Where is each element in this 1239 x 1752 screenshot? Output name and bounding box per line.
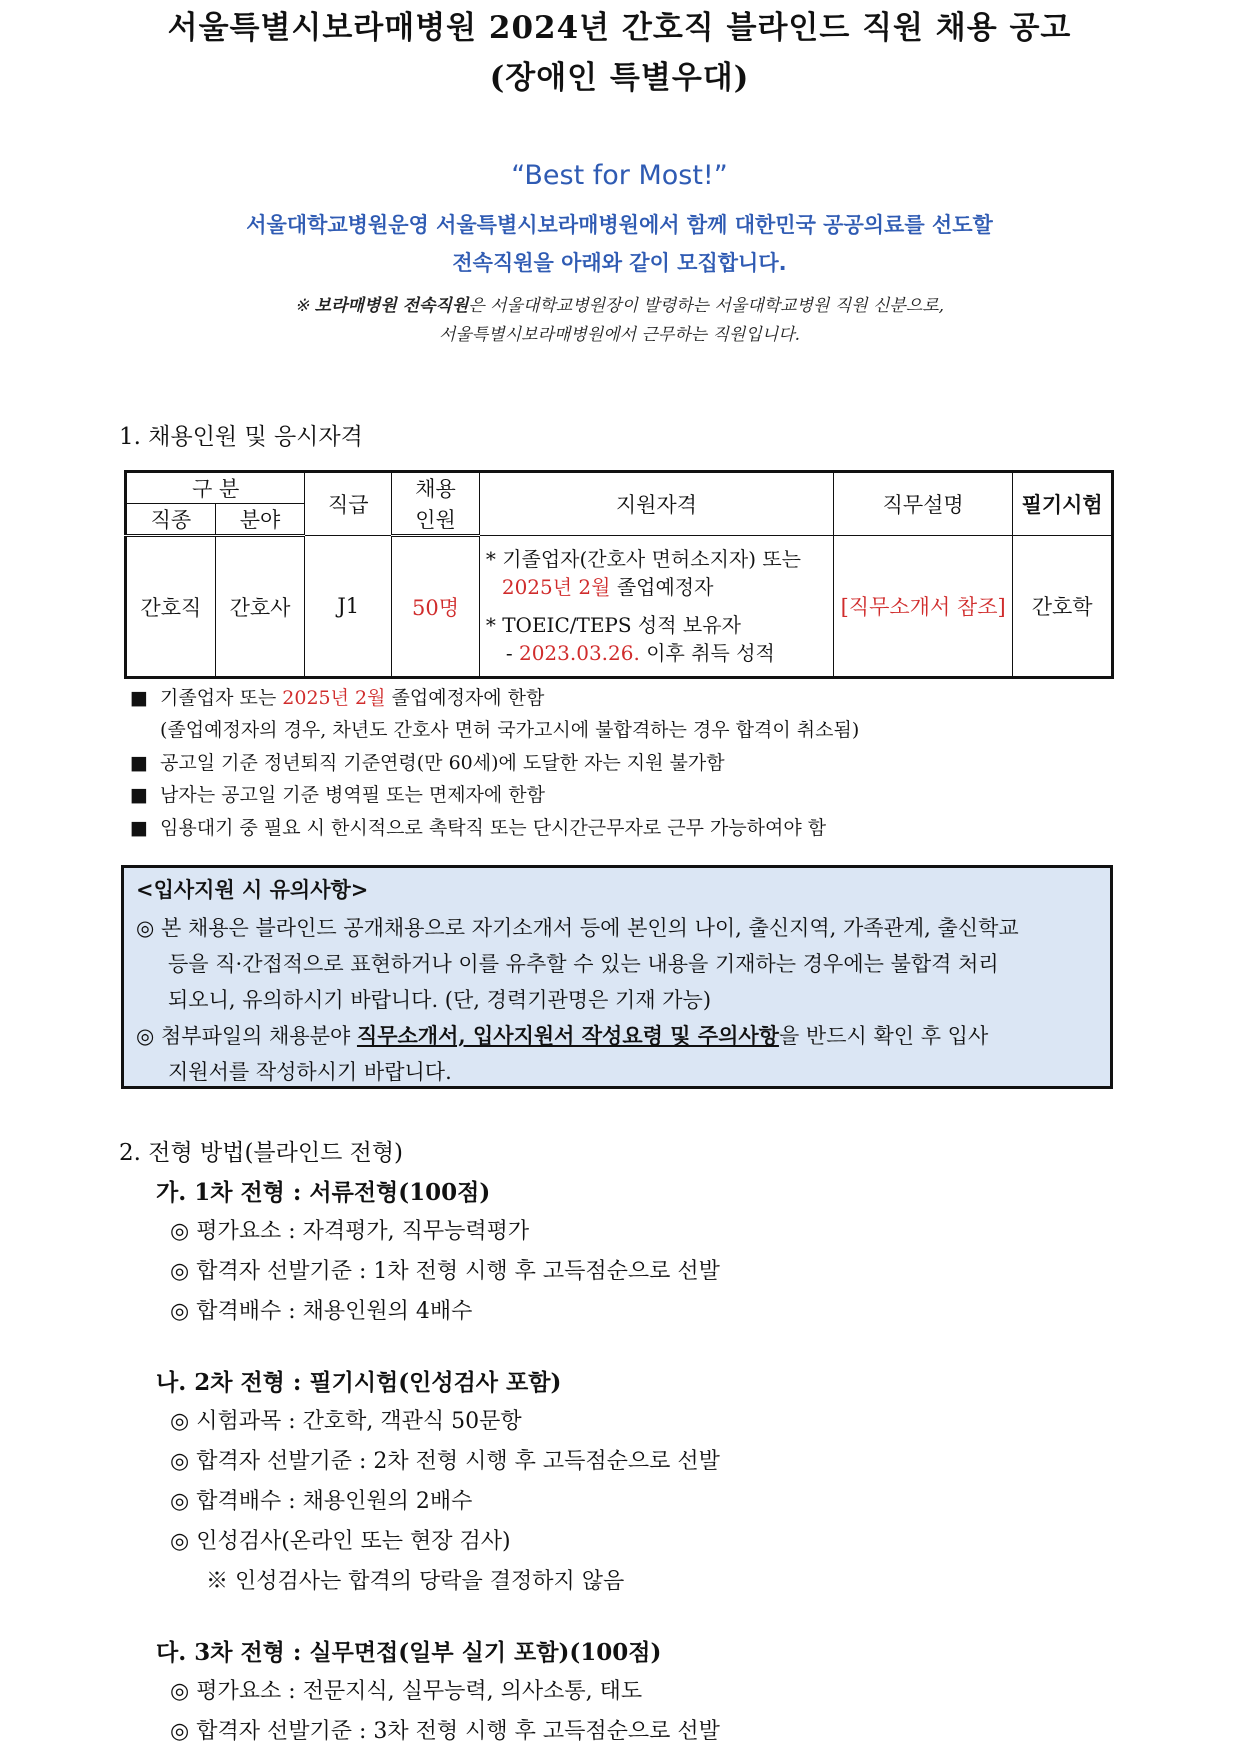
list-item-text: 합격배수 : 채용인원의 4배수 bbox=[196, 1299, 473, 1324]
qual-bullet-1: * bbox=[485, 547, 496, 571]
slogan: “Best for Most!” bbox=[511, 160, 728, 191]
qual2-b-rest: 이후 취득 성적 bbox=[639, 641, 775, 665]
notice-p2-l1 bbox=[136, 1018, 1101, 1054]
cell-job-type: 간호직 bbox=[126, 536, 216, 678]
cell-job-desc: [직무소개서 참조] bbox=[833, 536, 1012, 678]
notice-p1-l1 bbox=[136, 910, 1101, 946]
requirements-table bbox=[124, 470, 1114, 679]
header-field: 분야 bbox=[215, 504, 305, 536]
bullet-1 bbox=[130, 683, 544, 710]
list-item-text: 평가요소 : 전문지식, 실무능력, 의사소통, 태도 bbox=[196, 1679, 643, 1704]
list-item-text: ◎ bbox=[170, 1449, 190, 1474]
bullet-2-text: 공고일 기준 정년퇴직 기준연령(만 60세)에 도달한 자는 지원 불가함 bbox=[160, 752, 725, 774]
header-grade: 직급 bbox=[305, 472, 392, 536]
header-job-type: 직종 bbox=[126, 504, 216, 536]
stage-2-item-3 bbox=[170, 1484, 472, 1515]
stage-2-title: 나. 2차 전형 : 필기시험(인성검사 포함) bbox=[156, 1369, 562, 1396]
notice-box bbox=[121, 865, 1113, 1089]
notice-title: <입사지원 시 유의사항> bbox=[136, 877, 369, 902]
qual2-b-red: 2023.03.26. bbox=[518, 641, 640, 665]
bullet-marker: ■ bbox=[130, 784, 148, 806]
bullet-1-b: 졸업예정자에 한함 bbox=[385, 687, 545, 709]
cell-written-test: 간호학 bbox=[1013, 536, 1113, 678]
stage-1-title: 가. 1차 전형 : 서류전형(100점) bbox=[156, 1179, 491, 1206]
note-line-2: 서울특별시보라매병원에서 근무하는 직원입니다. bbox=[438, 325, 801, 345]
title-line-1: 서울특별시보라매병원 2024년 간호직 블라인드 직원 채용 공고 bbox=[167, 10, 1072, 46]
cell-qualification bbox=[479, 536, 833, 678]
header-written-test: 필기시험 bbox=[1013, 472, 1113, 536]
list-item-text: 평가요소 : 자격평가, 직무능력평가 bbox=[196, 1219, 530, 1244]
stage-1-item-1 bbox=[170, 1214, 529, 1245]
list-item-text: 합격자 선발기준 : 3차 전형 시행 후 고득점순으로 선발 bbox=[196, 1719, 720, 1744]
notice-marker: ◎ bbox=[136, 916, 155, 940]
header-group: 구 분 bbox=[126, 472, 305, 504]
notice-p2-underlined: 직무소개서, 입사지원서 작성요령 및 주의사항 bbox=[356, 1023, 779, 1048]
stage-2-item-1 bbox=[170, 1404, 522, 1435]
bullet-4 bbox=[130, 813, 826, 840]
cell-count: 50명 bbox=[392, 536, 480, 678]
bullet-3 bbox=[130, 780, 545, 807]
qual2-b-prefix: - bbox=[505, 641, 519, 665]
intro-line-1: 서울대학교병원운영 서울특별시보라매병원에서 함께 대한민국 공공의료를 선도할 bbox=[246, 213, 993, 237]
list-item-text: ◎ bbox=[170, 1219, 190, 1244]
notice-p2-a: 첨부파일의 채용분야 bbox=[161, 1024, 357, 1048]
list-item-text: 합격배수 : 채용인원의 2배수 bbox=[196, 1489, 473, 1514]
qual-bullet-2: * bbox=[485, 613, 496, 637]
intro-line-2: 전속직원을 아래와 같이 모집합니다. bbox=[452, 251, 787, 275]
header-job-desc: 직무설명 bbox=[833, 472, 1012, 536]
section-2-title: 2. 전형 방법(블라인드 전형) bbox=[119, 1140, 404, 1166]
bullet-marker: ■ bbox=[130, 817, 148, 839]
bullet-4-text: 임용대기 중 필요 시 한시적으로 촉탁직 또는 단시간근무자로 근무 가능하여야 함 bbox=[160, 817, 827, 839]
list-item-text: 합격자 선발기준 : 2차 전형 시행 후 고득점순으로 선발 bbox=[196, 1449, 720, 1474]
notice-marker: ◎ bbox=[136, 1024, 155, 1048]
list-item-text: ◎ bbox=[170, 1409, 190, 1434]
list-item-text: ◎ bbox=[170, 1719, 190, 1744]
bullet-1-sub: (졸업예정자의 경우, 차년도 간호사 면허 국가고시에 불합격하는 경우 합격이 취소됨) bbox=[160, 719, 860, 741]
bullet-2 bbox=[130, 748, 725, 775]
list-item-text: ◎ bbox=[170, 1259, 190, 1284]
title-line-2: (장애인 특별우대) bbox=[489, 60, 750, 96]
notice-p1-l3: 되오니, 유의하시기 바랍니다. (단, 경력기관명은 기재 가능) bbox=[168, 988, 712, 1012]
stage-2-item-4 bbox=[170, 1524, 511, 1555]
list-item-text: 시험과목 : 간호학, 객관식 50문항 bbox=[196, 1409, 522, 1434]
section-1-title: 1. 채용인원 및 응시자격 bbox=[119, 424, 363, 450]
list-item-text: ◎ bbox=[170, 1299, 190, 1324]
table-row bbox=[126, 536, 1113, 678]
bullet-marker: ■ bbox=[130, 687, 148, 709]
bullet-3-text: 남자는 공고일 기준 병역필 또는 면제자에 한함 bbox=[160, 784, 546, 806]
list-item-text: ◎ bbox=[170, 1489, 190, 1514]
notice-p2-b: 을 반드시 확인 후 입사 bbox=[778, 1024, 989, 1048]
stage-2-item-2 bbox=[170, 1444, 720, 1475]
bullet-marker: ■ bbox=[130, 752, 148, 774]
stage-1-item-3 bbox=[170, 1294, 472, 1325]
cell-field: 간호사 bbox=[215, 536, 305, 678]
stage-2-sub-note: ※ 인성검사는 합격의 당락을 결정하지 않음 bbox=[206, 1569, 625, 1594]
list-item-text: ◎ bbox=[170, 1679, 190, 1704]
qual1-b-red: 2025년 2월 bbox=[501, 575, 611, 599]
header-count-bottom: 인원 bbox=[392, 504, 480, 536]
note-bold: 보라매병원 전속직원 bbox=[314, 296, 469, 316]
note-line-1 bbox=[0, 291, 1239, 316]
header-qualification: 지원자격 bbox=[479, 472, 833, 536]
qual2-a: TOEIC/TEPS 성적 보유자 bbox=[502, 613, 741, 637]
qual1-a: 기졸업자(간호사 면허소지자) 또는 bbox=[502, 547, 802, 571]
header-count-top: 채용 bbox=[392, 472, 480, 504]
bullet-1-a: 기졸업자 또는 bbox=[160, 687, 283, 709]
stage-3-item-2 bbox=[170, 1714, 720, 1745]
qual1-b-rest: 졸업예정자 bbox=[610, 575, 714, 599]
stage-3-item-1 bbox=[170, 1674, 642, 1705]
cell-grade: J1 bbox=[305, 536, 392, 678]
stage-3-title: 다. 3차 전형 : 실무면접(일부 실기 포함)(100점) bbox=[156, 1639, 662, 1666]
notice-p1-l2: 등을 직·간접적으로 표현하거나 이를 유추할 수 있는 내용을 기재하는 경우에는 불합격 처리 bbox=[168, 952, 999, 976]
list-item-text: ◎ bbox=[170, 1529, 190, 1554]
note-prefix: ※ bbox=[294, 296, 315, 316]
bullet-1-red: 2025년 2월 bbox=[282, 687, 386, 709]
list-item-text: 인성검사(온라인 또는 현장 검사) bbox=[196, 1529, 511, 1554]
notice-p1-l1-text: 본 채용은 블라인드 공개채용으로 자기소개서 등에 본인의 나이, 출신지역, 가족관계, 출신학교 bbox=[161, 916, 1019, 940]
stage-1-item-2 bbox=[170, 1254, 720, 1285]
list-item-text: 합격자 선발기준 : 1차 전형 시행 후 고득점순으로 선발 bbox=[196, 1259, 720, 1284]
note-rest: 은 서울대학교병원장이 발령하는 서울대학교병원 직원 신분으로, bbox=[468, 296, 945, 316]
notice-p2-l2: 지원서를 작성하시기 바랍니다. bbox=[168, 1060, 452, 1084]
